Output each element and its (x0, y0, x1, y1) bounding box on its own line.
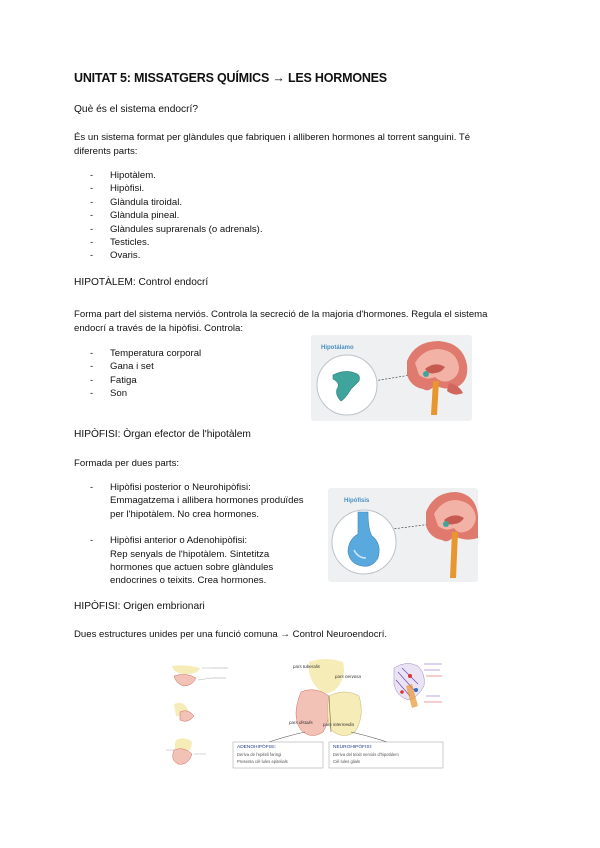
diagram-label-tuberalis: pars tuberalis (293, 664, 321, 669)
hypothalamus-text (74, 308, 534, 336)
embryonic-origin-text: Dues estructures unides per una funció comuna → Control Neuroendocrí. (74, 629, 388, 640)
list-item: - Ovaris. (74, 249, 263, 262)
list-item: - Hipòfisi. (74, 182, 263, 195)
item-line: Emmagatzema i allibera hormones produïdes (110, 495, 304, 507)
item-line: hormones que actuen sobre glàndules (110, 562, 274, 574)
text-line: endocrí a través de la hipòfisi. Controla: (74, 323, 244, 334)
section-heading-embryonic-origin: HIPÒFISI: Origen embrionari (74, 601, 205, 612)
item-line: Rep senyals de l'hipotàlem. Sintetitza (110, 548, 270, 560)
list-item: - Temperatura corporal (74, 347, 201, 360)
adeno-item: Deriva de l'epiteli faringi (237, 752, 282, 757)
item-line: endocrines o teixits. Crea hormones. (110, 575, 267, 587)
neuroendocrine-schematic (388, 656, 446, 712)
figure-label: Hipotálamo (321, 345, 354, 351)
list-item-posterior (74, 481, 364, 521)
adeno-item: Presenta cèl·lules epitelials (237, 759, 288, 764)
item-line: - Hipòfisi posterior o Neurohipòfisi: (110, 482, 251, 493)
list-item: - Glàndules suprarenals (o adrenals). (74, 223, 263, 236)
diagram-label-nervosa: pars nervosa (335, 674, 362, 679)
list-item: - Fatiga (74, 374, 201, 387)
list-item: - Hipotàlem. (74, 169, 263, 182)
figure-label: Hipófisis (344, 498, 370, 504)
hypophysis-figure (328, 488, 478, 582)
list-item: - Testicles. (74, 236, 263, 249)
page-title: UNITAT 5: MISSATGERS QUÍMICS → LES HORMONES (74, 71, 387, 85)
list-item: - Son (74, 387, 201, 400)
hypothalamus-figure (311, 335, 472, 421)
intro-line: diferents parts: (74, 146, 138, 157)
neuro-item: Cèl·lules glials (333, 759, 360, 764)
hypophysis-parts-list (74, 481, 364, 588)
diagram-label-distalis: pars distalis (289, 720, 313, 725)
neuro-title: NEUROHIPÒFISI: (333, 745, 373, 750)
adeno-title: ADENOHIPÒFISI: (237, 745, 276, 750)
section-heading-endocrine: Què és el sistema endocrí? (74, 104, 199, 115)
endocrine-parts-list (74, 169, 263, 263)
diagram-label-intermedia: pars intermedia (323, 722, 355, 727)
list-item: - Glàndula pineal. (74, 209, 263, 222)
list-item: - Gana i set (74, 360, 201, 373)
item-line: - Hipòfisi anterior o Adenohipòfisi: (110, 535, 248, 547)
hypothalamus-controls-list (74, 347, 201, 401)
item-line: per l'hipotàlem. No crea hormones. (110, 508, 260, 520)
list-item: - Glàndula tiroidal. (74, 196, 263, 209)
hypophysis-intro: Formada per dues parts: (74, 458, 180, 469)
intro-line: És un sistema format per glàndules que fabriquen i alliberen hormones al torrent sanguini. Té (74, 132, 471, 143)
neuro-item: Deriva del teixit nerviós d'hipotàlem (333, 752, 399, 757)
embryonic-stages-figure (166, 662, 230, 772)
text-line: Forma part del sistema nerviós. Controla la secreció de la majoria d'hormones. Regula el sistema (74, 309, 488, 320)
section-heading-hypophysis: HIPÒFISI: Òrgan efector de l'hipotàlem (74, 429, 251, 440)
section-heading-hypothalamus: HIPOTÀLEM: Control endocrí (74, 277, 209, 288)
list-item-anterior (74, 534, 364, 588)
endocrine-intro (74, 131, 534, 159)
